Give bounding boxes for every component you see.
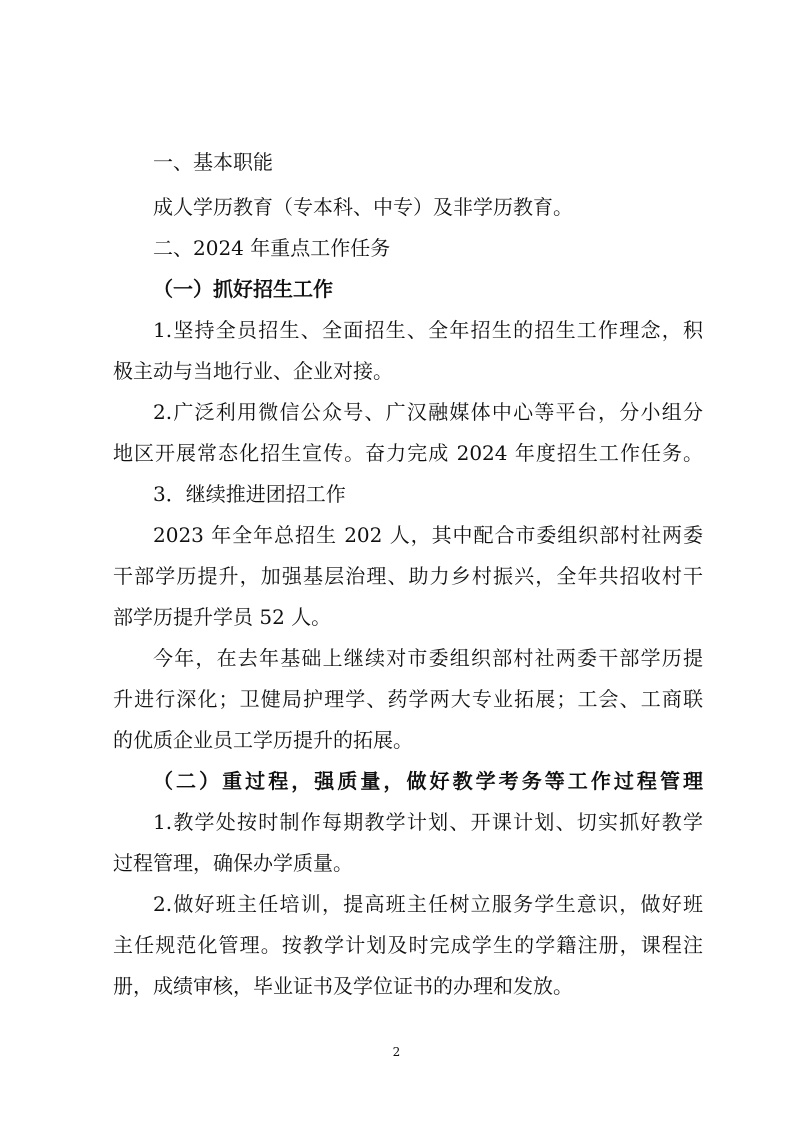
paragraph-line: 干部学历提升，加强基层治理、助力乡村振兴，全年共招收村干 [113, 564, 703, 588]
section-heading-key-tasks: 二、2024 年重点工作任务 [153, 236, 391, 260]
paragraph-line: 今年，在去年基础上继续对市委组织部村社两委干部学历提 [153, 646, 703, 670]
paragraph-line: 2023 年全年总招生 202 人，其中配合市委组织部村社两委 [153, 523, 703, 547]
paragraph-line: 过程管理，确保办学质量。 [113, 851, 353, 875]
paragraph-line: 册，成绩审核，毕业证书及学位证书的办理和发放。 [113, 974, 573, 998]
paragraph-line: 主任规范化管理。按教学计划及时完成学生的学籍注册，课程注 [113, 933, 703, 957]
paragraph-line: 1.坚持全员招生、全面招生、全年招生的招生工作理念，积 [153, 318, 703, 342]
page-number: 2 [392, 1045, 401, 1059]
paragraph-line: 2.广泛利用微信公众号、广汉融媒体中心等平台，分小组分 [153, 400, 703, 424]
paragraph-line: 升进行深化；卫健局护理学、药学两大专业拓展；工会、工商联 [113, 687, 703, 711]
paragraph-line: 极主动与当地行业、企业对接。 [113, 359, 393, 383]
paragraph-line: 的优质企业员工学历提升的拓展。 [113, 728, 413, 752]
paragraph-line: 2.做好班主任培训，提高班主任树立服务学生意识，做好班 [153, 892, 703, 916]
paragraph-line: 1.教学处按时制作每期教学计划、开课计划、切实抓好教学 [153, 810, 703, 834]
subsection-heading-enrollment: （一）抓好招生工作 [153, 277, 333, 301]
paragraph-line: 地区开展常态化招生宣传。奋力完成 2024 年度招生工作任务。 [113, 441, 703, 465]
paragraph-line: 3．继续推进团招工作 [153, 482, 346, 506]
section-heading-basic-functions: 一、基本职能 [153, 150, 273, 174]
paragraph-line: 成人学历教育（专本科、中专）及非学历教育。 [153, 195, 573, 219]
paragraph-line: 部学历提升学员 52 人。 [113, 605, 332, 629]
subsection-heading-process-management: （二）重过程，强质量，做好教学考务等工作过程管理 [153, 769, 703, 793]
